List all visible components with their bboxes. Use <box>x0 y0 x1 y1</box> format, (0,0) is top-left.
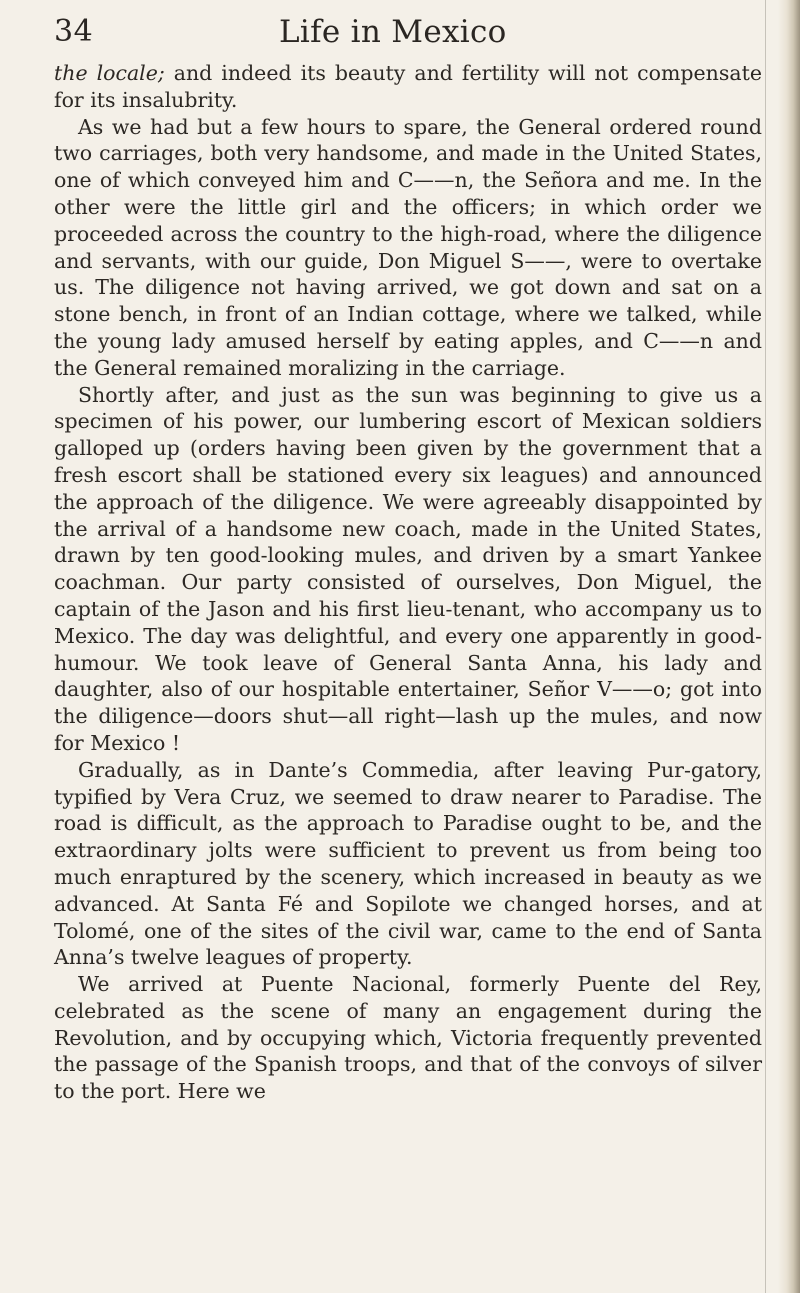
paragraph <box>54 971 762 1105</box>
paragraph-text: Gradually, as in Dante’s Commedia, after leaving Pur-gatory, typified by Vera Cruz, we seemed to draw nearer to Paradise. The road is difficult, as the approach to Paradise ought to be, and the extraordinary jolts were sufficient to prevent us from being too much enraptured by the scenery, which increased in beauty as we advanced. At Santa Fé and Sopilote we changed horses, and at Tolomé, one of the sites of the civil war, came to the end of Santa Anna’s twelve leagues of property. <box>54 757 762 970</box>
paragraph <box>54 60 762 114</box>
paragraph <box>54 382 762 757</box>
page-edge-shadow <box>778 0 800 1293</box>
paragraph-text: and indeed its beauty and fertility will not compensate for its insalubrity. <box>54 61 762 112</box>
paragraph-text: As we had but a few hours to spare, the General ordered round two carriages, both very handsome, and made in the United States, one of which conveyed him and C——n, the Señora and me. In the other were the little girl and the officers; in which order we proceeded across the country to the high-road, where the diligence and servants, with our guide, Don Miguel S——, were to overtake us. The diligence not having arrived, we got down and sat on a stone bench, in front of an Indian cottage, where we talked, while the young lady amused herself by eating apples, and C——n and the General remained moralizing in the carriage. <box>54 114 762 380</box>
page-number: 34 <box>54 14 94 49</box>
body-text <box>54 60 762 1105</box>
paragraph-text: We arrived at Puente Nacional, formerly Puente del Rey, celebrated as the scene of many an engagement during the Revolution, and by occupying which, Victoria frequently prevented the passage of the Spanish troops, and that of the convoys of silver to the port. Here we <box>54 972 762 1104</box>
italic-lead: the locale; <box>54 61 165 85</box>
page-fold-line <box>765 0 766 1293</box>
page-header <box>54 14 754 58</box>
paragraph-text: Shortly after, and just as the sun was beginning to give us a specimen of his power, our lumbering escort of Mexican soldiers galloped up (orders having been given by the government that a fresh escort shall be stationed every six leagues) and announced the approach of the diligence. We were agreeably disappointed by the arrival of a handsome new coach, made in the United States, drawn by ten good-looking mules, and driven by a smart Yankee coachman. Our party consisted of ourselves, Don Miguel, the captain of the Jason and his first lieu-tenant, who accompany us to Mexico. The day was delightful, and every one apparently in good-humour. We took leave of General Santa Anna, his lady and daughter, also of our hospitable entertainer, Señor V——o; got into the diligence—doors shut—all right—lash up the mules, and now for Mexico ! <box>54 382 762 755</box>
paragraph <box>54 757 762 971</box>
running-head: Life in Mexico <box>279 14 507 50</box>
paragraph <box>54 114 762 382</box>
